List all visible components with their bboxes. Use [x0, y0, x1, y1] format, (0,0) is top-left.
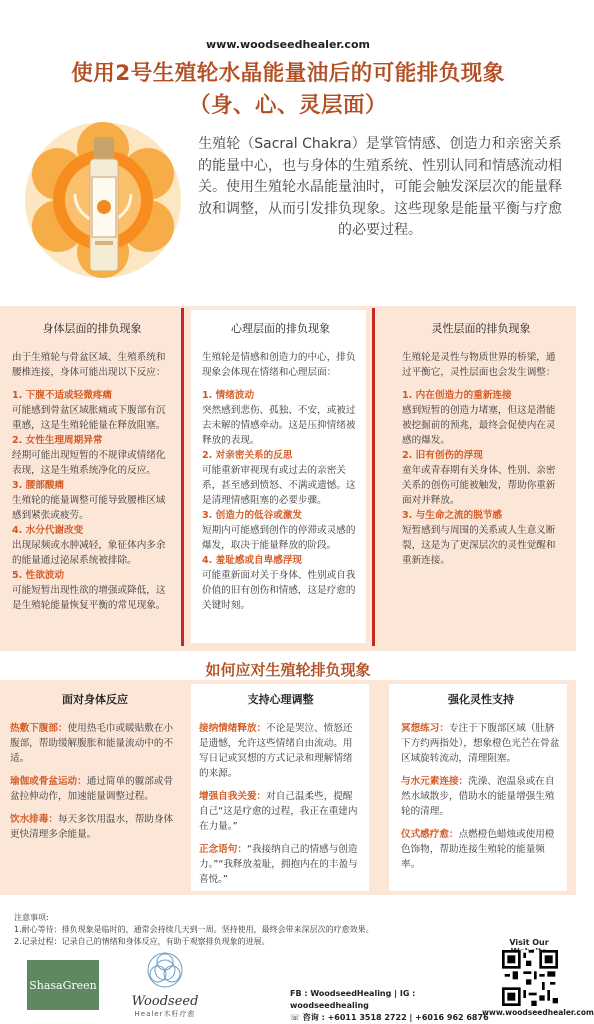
column-intro: 生殖轮是灵性与物质世界的桥梁，通过平衡它，灵性层面也会发生调整： [402, 352, 556, 378]
tip-heading: 热敷下腹部： [10, 723, 68, 734]
phone-icon: ☏ [290, 1013, 303, 1022]
response-section-title: 如何应对生殖轮排负现象 [205, 661, 371, 679]
response-spirit [401, 692, 561, 872]
item-text: 可能感到骨盆区域胀痛或下腹部有沉重感，这是生殖轮能量在释放阻塞。 [12, 405, 166, 431]
response-body [10, 692, 180, 842]
notes-section [14, 912, 514, 948]
column-title: 灵性层面的排负现象 [431, 322, 531, 335]
intro-paragraph: 生殖轮（Sacral Chakra）是掌管情感、创造力和亲密关系的能量中心，也与身体的生殖系统、性别认同和情感流动相关。使用生殖轮水晶能量油时，可能会触发深层次的能量释放和调整，从而引发排负现象。这些现象是能量平衡与疗愈的必要过程。 [198, 136, 562, 238]
tip-heading: 与水元素连接： [401, 776, 469, 787]
item-text: 可能重新面对关于身体、性别或自我价值的旧有创伤和情感，这是疗愈的关键时刻。 [202, 570, 356, 611]
item-text: 出现尿频或水肿减轻，象征体内多余的能量通过泌尿系统被排除。 [12, 540, 166, 566]
item-heading: 1. 情绪波动 [202, 390, 255, 401]
notes-title: 注意事项: [14, 913, 49, 922]
tip-text: 不论是哭泣、愤怒还是遗憾，允许这些情绪自由流动。用写日记或冥想的方式记录和理解情绪的来源。 [199, 723, 353, 779]
item-heading: 3. 创造力的低谷或激发 [202, 510, 303, 521]
item-heading: 2. 对亲密关系的反思 [202, 450, 293, 461]
visit-website-label: Visit Our [509, 938, 549, 947]
item-heading: 5. 性欲波动 [12, 570, 65, 581]
response-title: 面对身体反应 [62, 693, 128, 706]
item-text: 可能重新审视现有或过去的亲密关系，甚至感到愤怒、不满或遗憾。这是清理情感阻塞的必要步骤。 [202, 465, 356, 506]
qr-code-icon[interactable] [502, 950, 558, 1006]
tip-text: 专注于下腹部区域（肚脐下方约两指处），想象橙色光芒在骨盆区域旋转流动，清理阻塞。 [401, 723, 560, 764]
sacral-chakra-oil-image [18, 112, 188, 282]
divider-line-2 [372, 308, 375, 646]
item-text: 突然感到悲伤、孤独、不安，或被过去未解的情感牵动。这是压抑情绪被释放的表现。 [202, 405, 356, 446]
shasagreen-logo: ShasaGreen [27, 960, 99, 1010]
column-body [12, 321, 172, 613]
item-text: 可能短暂出现性欲的增强或降低，这是生殖轮能量恢复平衡的常见现象。 [12, 585, 166, 611]
column-title: 心理层面的排负现象 [231, 322, 330, 335]
item-text: 短期内可能感到创作的停滞或灵感的爆发，取决于能量释放的阶段。 [202, 525, 356, 551]
tip-text: 每天多饮用温水，帮助身体更快清理多余能量。 [10, 814, 174, 840]
tip-text: 使用热毛巾或暖贴敷在小腹部，帮助缓解腹胀和能量流动中的不适。 [10, 723, 174, 764]
column-spirit [402, 321, 560, 568]
item-heading: 3. 腰部酸痛 [12, 480, 65, 491]
notes-line-2: 2.记录过程：记录自己的情绪和身体反应，有助于观察排负现象的进展。 [14, 937, 270, 946]
item-heading: 1. 内在创造力的重新连接 [402, 390, 512, 401]
item-heading: 2. 旧有创伤的浮现 [402, 450, 483, 461]
column-intro: 由于生殖轮与骨盆区域、生殖系统和腰椎连接，身体可能出现以下反应： [12, 352, 166, 378]
phone-numbers[interactable]: 咨询 : +6011 3518 2722 | +6016 962 6876 [302, 1013, 489, 1022]
tip-heading: 接纳情绪释放： [199, 723, 267, 734]
tip-heading: 正念语句： [199, 844, 247, 855]
woodseed-subtitle: Healer木籽疗愈 [134, 1010, 196, 1018]
response-title: 强化灵性支持 [448, 693, 514, 706]
response-title: 支持心理调整 [247, 693, 314, 706]
item-heading: 1. 下腹不适或轻微疼痛 [12, 390, 113, 401]
woodseed-logo [120, 950, 210, 1020]
tip-text: 对自己温柔些，提醒自己“这是疗愈的过程，我正在重建内在力量。” [199, 791, 358, 832]
item-heading: 4. 羞耻感或自卑感浮现 [202, 555, 303, 566]
mandala-icon [145, 950, 185, 990]
column-mind [202, 321, 359, 613]
website-url-bottom[interactable]: www.woodseedhealer.com [482, 1008, 594, 1017]
tip-heading: 冥想练习： [401, 723, 449, 734]
tip-text: 点燃橙色蜡烛或使用橙色饰物，帮助连接生殖轮的能量频率。 [401, 829, 555, 870]
website-url[interactable]: www.woodseedhealer.com [206, 38, 370, 51]
notes-line-1: 1.耐心等待：排负现象是临时的，通常会持续几天到一周。坚持使用，最终会带来深层次的疗愈效果。 [14, 925, 374, 934]
woodseed-name: Woodseed [131, 994, 199, 1009]
tip-heading: 仪式感疗愈： [401, 829, 459, 840]
tip-heading: 增强自我关爱： [199, 791, 267, 802]
item-text: 感到短暂的创造力堵塞，但这是潜能被挖掘前的预兆，最终会促使内在灵感的爆发。 [402, 405, 556, 446]
divider-line-1 [181, 308, 184, 646]
tip-text: “我接纳自己的情感与创造力。”“我释放羞耻，拥抱内在的丰盈与喜悦。” [199, 844, 358, 885]
title-line-2: （身、心、灵层面） [188, 93, 387, 118]
contact-info [290, 988, 490, 1024]
tip-heading: 瑜伽或骨盆运动： [10, 776, 87, 787]
item-heading: 4. 水分代谢改变 [12, 525, 84, 536]
tip-text: 洗澡、泡温泉或在自然水域散步，借助水的能量增强生殖轮的清理。 [401, 776, 555, 817]
item-text: 生殖轮的能量调整可能导致腰椎区域感到紧张或疲劳。 [12, 495, 166, 521]
item-text: 短暂感到与周围的关系或人生意义断裂，这是为了更深层次的灵性觉醒和重新连接。 [402, 525, 556, 566]
item-text: 经期可能出现短暂的不规律或情绪化表现，这是生殖系统净化的反应。 [12, 450, 166, 476]
title-line-1: 使用2号生殖轮水晶能量油后的可能排负现象 [71, 61, 505, 86]
tip-text: 通过简单的髋部或骨盆拉伸动作，加速能量调整过程。 [10, 776, 174, 802]
response-mind [199, 692, 362, 887]
item-heading: 2. 女性生理周期异常 [12, 435, 103, 446]
column-title: 身体层面的排负现象 [42, 322, 142, 335]
social-handles[interactable]: FB : WoodseedHealing | IG : woodseedhealing [290, 989, 416, 1010]
tip-heading: 饮水排毒： [10, 814, 58, 825]
item-text: 童年或青春期有关身体、性别、亲密关系的创伤可能被触发，帮助你重新面对并释放。 [402, 465, 556, 506]
column-intro: 生殖轮是情感和创造力的中心，排负现象会体现在情绪和心理层面： [202, 352, 356, 378]
item-heading: 3. 与生命之流的脱节感 [402, 510, 503, 521]
